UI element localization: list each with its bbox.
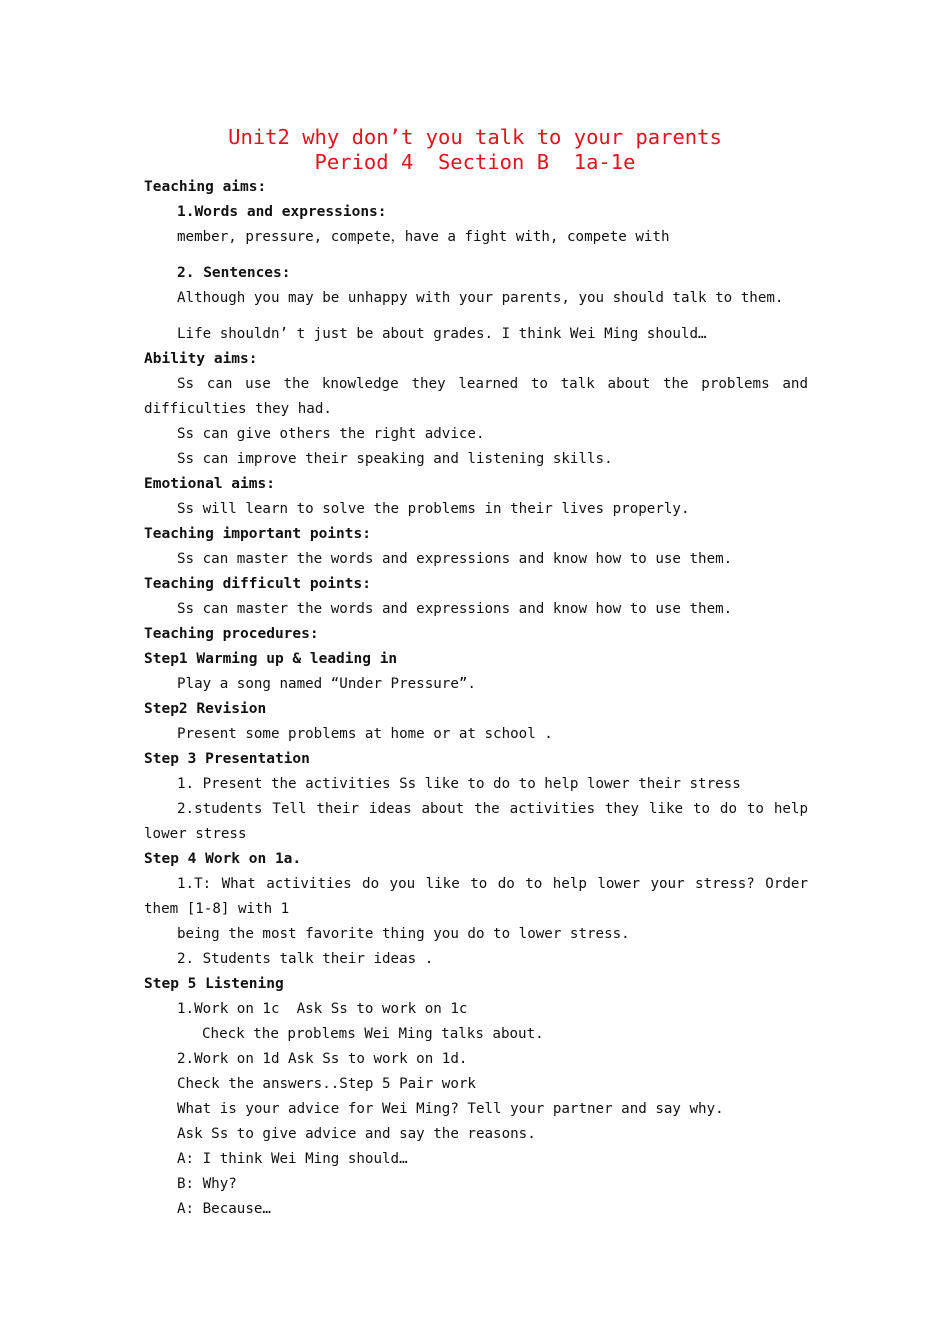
step3-heading: Step 3 Presentation	[144, 751, 310, 767]
step2-heading: Step2 Revision	[144, 701, 267, 717]
step5-item-1: 1.Work on 1c Ask Ss to work on 1c	[177, 1001, 468, 1017]
lesson-plan-body	[144, 175, 808, 1222]
difficult-points-heading: Teaching difficult points:	[144, 576, 371, 592]
emotional-aim-1: Ss will learn to solve the problems in their lives properly.	[177, 501, 690, 517]
step4-item-1: 1.T: What activities do you like to do to help lower your stress? Order them [1-8] with 1	[144, 876, 808, 917]
step4-item-2: 2. Students talk their ideas .	[177, 951, 434, 967]
ability-aim-2: Ss can give others the right advice.	[177, 426, 485, 442]
step5-item-1-continued: Check the problems Wei Ming talks about.	[202, 1026, 544, 1042]
dialog-line-1: A: I think Wei Ming should…	[177, 1151, 408, 1167]
emotional-aims-heading: Emotional aims:	[144, 476, 275, 492]
document-subtitle: Period 4 Section B 1a-1e	[314, 150, 636, 174]
sentence-2: Life shouldn’ t just be about grades. I think Wei Ming should…	[177, 326, 707, 342]
step5-item-2: 2.Work on 1d Ask Ss to work on 1d.	[177, 1051, 468, 1067]
dialog-line-3: A: Because…	[177, 1201, 271, 1217]
step5-item-4: What is your advice for Wei Ming? Tell your partner and say why.	[177, 1101, 724, 1117]
step5-item-3: Check the answers..Step 5 Pair work	[177, 1076, 476, 1092]
teaching-aims-heading: Teaching aims:	[144, 179, 267, 195]
step3-item-1: 1. Present the activities Ss like to do to help lower their stress	[177, 776, 741, 792]
step1-heading: Step1 Warming up & leading in	[144, 651, 398, 667]
difficult-point-1: Ss can master the words and expressions and know how to use them.	[177, 601, 733, 617]
step5-item-5: Ask Ss to give advice and say the reasons.	[177, 1126, 536, 1142]
step3-item-2: 2.students Tell their ideas about the activities they like to do to help lower stress	[144, 801, 808, 842]
step1-item-1: Play a song named “Under Pressure”.	[177, 676, 476, 692]
step4-heading: Step 4 Work on 1a.	[144, 851, 302, 867]
document-title: Unit2 why don’t you talk to your parents	[228, 125, 722, 149]
ability-aim-1: Ss can use the knowledge they learned to talk about the problems and difficulties they had.	[144, 376, 808, 417]
step5-heading: Step 5 Listening	[144, 976, 284, 992]
important-points-heading: Teaching important points:	[144, 526, 371, 542]
words-list: member, pressure, compete，have a fight with, compete with	[177, 229, 670, 245]
dialog-line-2: B: Why?	[177, 1176, 237, 1192]
ability-aims-heading: Ability aims:	[144, 351, 258, 367]
procedures-heading: Teaching procedures:	[144, 626, 319, 642]
important-point-1: Ss can master the words and expressions and know how to use them.	[177, 551, 733, 567]
sentences-heading: 2. Sentences:	[177, 265, 291, 281]
step4-item-1-continued: being the most favorite thing you do to lower stress.	[177, 926, 630, 942]
step2-item-1: Present some problems at home or at school .	[177, 726, 553, 742]
ability-aim-3: Ss can improve their speaking and listening skills.	[177, 451, 613, 467]
words-heading: 1.Words and expressions:	[177, 204, 387, 220]
sentence-1: Although you may be unhappy with your parents, you should talk to them.	[177, 290, 784, 306]
